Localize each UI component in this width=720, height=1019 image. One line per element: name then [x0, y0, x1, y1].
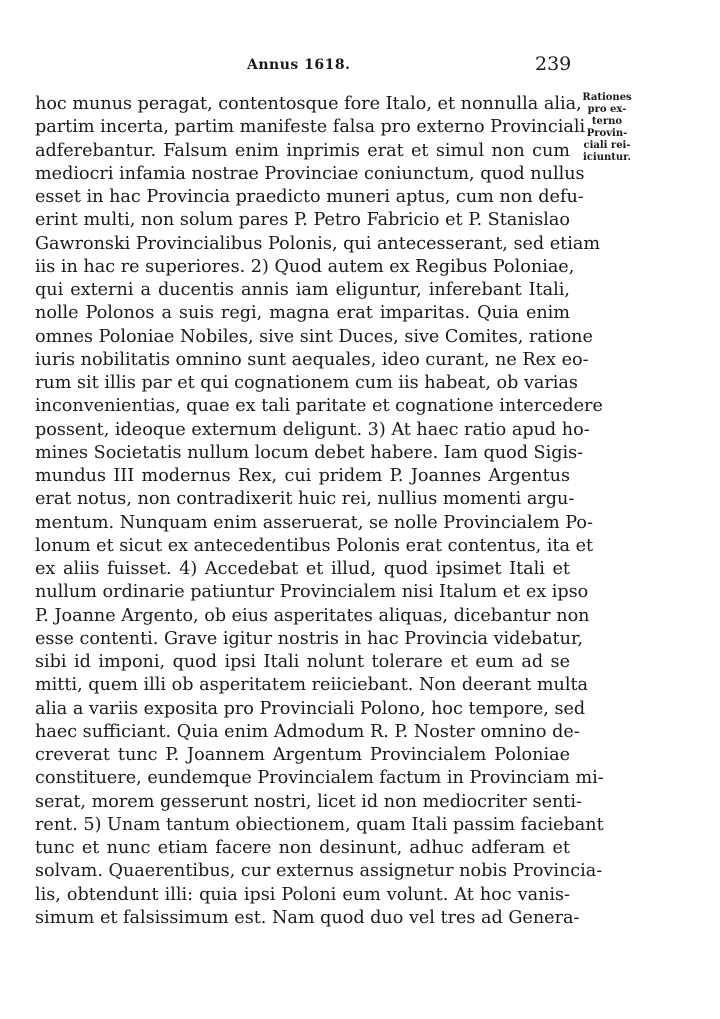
text-line: P. Joanne Argento, ob eius asperitates aliquas, dicebantur non — [35, 605, 590, 626]
text-line: qui externi a ducentis annis iam eliguntur, inferebant Itali, — [35, 280, 570, 300]
text-line: rum sit illis par et qui cognationem cum iis habeat, ob varias — [35, 373, 578, 393]
text-line: inconvenientias, quae ex tali paritate et cognatione intercedere — [35, 396, 603, 417]
text-line: ex aliis fuisset. 4) Accedebat et illud, quod ipsimet Itali et — [35, 559, 570, 579]
margin-note — [577, 92, 637, 164]
text-line: mitti, quem illi ob asperitatem reiiciebant. Non deerant multa — [35, 675, 589, 696]
text-line: esset in hac Provincia praedicto muneri aptus, cum non defu- — [35, 187, 584, 207]
text-line: tunc et nunc etiam facere non desinunt, adhuc adferam et — [35, 838, 570, 858]
text-line: constituere, eundemque Provincialem factum in Provinciam mi- — [35, 768, 604, 789]
text-line: mediocri infamia nostrae Provinciae coniunctum, quod nullus — [35, 163, 585, 184]
text-line: lonum et sicut ex antecedentibus Polonis erat contentus, ita et — [35, 535, 594, 556]
text-line: nullum ordinarie patiuntur Provincialem nisi Italum et ex ipso — [35, 582, 589, 603]
text-line: solvam. Quaerentibus, cur externus assignetur nobis Provincia- — [35, 861, 603, 882]
text-line: mundus III modernus Rex, cui pridem P. Joannes Argentus — [35, 466, 570, 486]
text-line: esse contenti. Grave igitur nostris in hac Provincia videbatur, — [35, 628, 584, 649]
text-line: mines Societatis nullum locum debet habere. Iam quod Sigis- — [35, 442, 584, 463]
margin-note-line: terno — [591, 116, 623, 127]
text-line: creverat tunc P. Joannem Argentum Provincialem Poloniae — [35, 745, 570, 765]
body-text — [35, 93, 604, 930]
text-line: possent, ideoque externum deligunt. 3) At haec ratio apud ho- — [35, 419, 590, 440]
text-line: alia a variis exposita pro Provinciali Polono, hoc tempore, sed — [35, 698, 586, 719]
text-line: rent. 5) Unam tantum obiectionem, quam Itali passim faciebant — [35, 814, 604, 835]
text-line: Gawronski Provincialibus Polonis, qui antecesserant, sed etiam — [35, 233, 601, 254]
running-title: Annus 1618. — [247, 57, 351, 73]
margin-note-line: pro ex- — [587, 104, 627, 115]
text-line: omnes Poloniae Nobiles, sive sint Duces, sive Comites, ratione — [35, 326, 593, 347]
text-line: iuris nobilitatis omnino sunt aequales, ideo curant, ne Rex eo- — [35, 349, 589, 370]
text-line: erat notus, non contradixerit huic rei, nullius momenti argu- — [35, 489, 575, 510]
text-line: nolle Polonos a suis regi, magna erat imparitas. Quia enim — [35, 303, 570, 324]
margin-note-line: Provin- — [586, 128, 628, 139]
text-line: simum et falsissimum est. Nam quod duo vel tres ad Genera- — [35, 907, 580, 928]
text-line: partim incerta, partim manifeste falsa pro externo Provinciali — [35, 117, 586, 138]
text-line: serat, morem gesserunt nostri, licet id non mediocriter senti- — [35, 791, 582, 812]
text-line: adferebantur. Falsum enim inprimis erat et simul non cum — [35, 140, 570, 161]
text-line: sibi id imponi, quod ipsi Itali nolunt tolerare et eum ad se — [35, 652, 570, 672]
text-line: iis in hac re superiores. 2) Quod autem ex Regibus Poloniae, — [35, 256, 575, 277]
text-line: lis, obtendunt illi: quia ipsi Poloni eum volunt. At hoc vanis- — [35, 884, 570, 905]
margin-note-line: ciali rei- — [583, 140, 631, 151]
text-line: hoc munus peragat, contentosque fore Italo, et nonnulla alia, — [35, 94, 582, 114]
margin-note-line: Rationes — [582, 92, 632, 103]
text-line: mentum. Nunquam enim asseruerat, se nolle Provincialem Po- — [35, 512, 593, 533]
text-line: erint multi, non solum pares P. Petro Fabricio et P. Stanislao — [35, 210, 570, 231]
page-number: 239 — [535, 53, 572, 75]
text-line: haec sufficiant. Quia enim Admodum R. P. Noster omnino de- — [35, 721, 580, 742]
margin-note-line: iciuntur. — [583, 152, 631, 163]
